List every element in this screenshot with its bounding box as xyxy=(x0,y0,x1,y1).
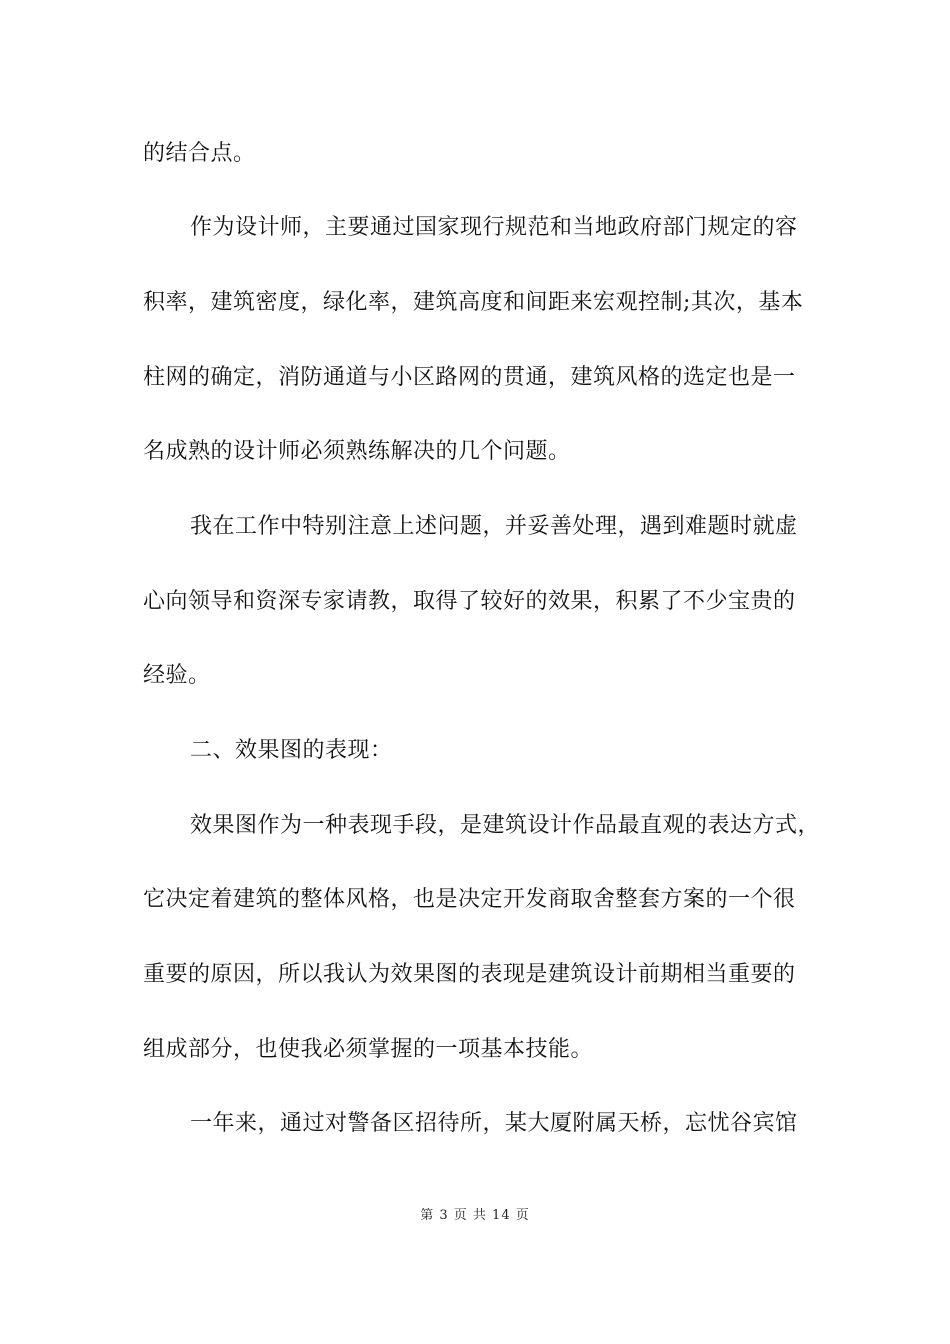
paragraph-line: 的结合点。 xyxy=(143,141,256,166)
paragraph-line: 积率，建筑密度，绿化率，建筑高度和间距来宏观控制;其次，基本 xyxy=(143,290,804,315)
paragraph-line: 心向领导和资深专家请教，取得了较好的效果，积累了不少宝贵的 xyxy=(143,589,796,614)
paragraph-line: 一年来，通过对警备区招待所，某大厦附属天桥，忘忧谷宾馆 xyxy=(190,1111,798,1136)
paragraph-line: 重要的原因，所以我认为效果图的表现是建筑设计前期相当重要的 xyxy=(143,962,796,987)
paragraph-line: 效果图作为一种表现手段，是建筑设计作品最直观的表达方式， xyxy=(190,813,821,838)
paragraph-line: 经验。 xyxy=(143,663,211,688)
paragraph-line: 作为设计师，主要通过国家现行规范和当地政府部门规定的容 xyxy=(190,215,798,240)
paragraph-line: 名成熟的设计师必须熟练解决的几个问题。 xyxy=(143,439,571,464)
paragraph-line: 柱网的确定，消防通道与小区路网的贯通，建筑风格的选定也是一 xyxy=(143,365,796,390)
section-heading: 二、效果图的表现： xyxy=(190,738,393,763)
paragraph-line: 我在工作中特别注意上述问题，并妥善处理，遇到难题时就虚 xyxy=(190,514,798,539)
paragraph-line: 组成部分，也使我必须掌握的一项基本技能。 xyxy=(143,1037,594,1062)
page-footer: 第 3 页 共 14 页 xyxy=(420,1208,530,1223)
paragraph-line: 它决定着建筑的整体风格，也是决定开发商取舍整套方案的一个很 xyxy=(143,887,796,912)
